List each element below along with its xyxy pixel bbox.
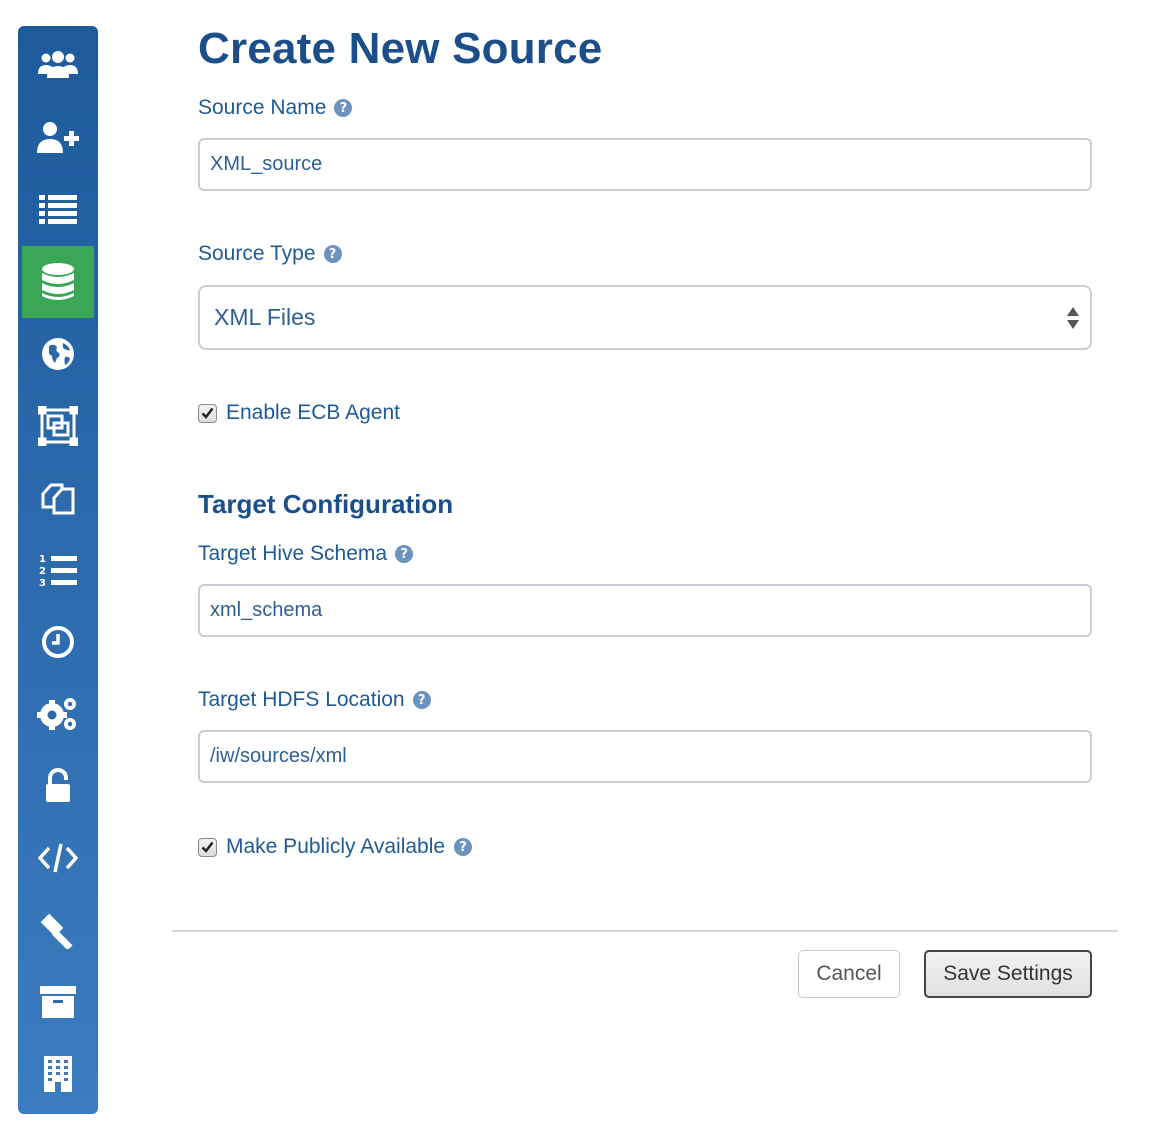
target-configuration-heading: Target Configuration [198, 489, 454, 519]
target-hdfs-location-input[interactable] [198, 730, 1092, 783]
help-icon[interactable]: ? [324, 245, 342, 263]
source-type-label-text: Source Type [198, 242, 316, 265]
cancel-button[interactable]: Cancel [798, 950, 900, 998]
source-type-label [198, 242, 342, 266]
svg-text:1: 1 [39, 554, 46, 565]
sidebar-item-globe[interactable] [22, 318, 94, 390]
globe-icon [41, 337, 75, 371]
source-type-select[interactable] [198, 285, 1092, 350]
svg-text:2: 2 [39, 566, 46, 577]
source-name-input[interactable] [198, 138, 1092, 191]
target-hdfs-location-label [198, 688, 431, 712]
form-divider [172, 930, 1118, 932]
checkmark-icon [201, 841, 214, 853]
enable-ecb-agent-label: Enable ECB Agent [226, 401, 400, 424]
help-icon[interactable]: ? [454, 838, 472, 856]
source-name-label-text: Source Name [198, 96, 327, 119]
sidebar-item-list[interactable] [22, 174, 94, 246]
target-hive-schema-label [198, 542, 413, 566]
archive-icon [40, 986, 76, 1018]
clock-icon [41, 625, 75, 659]
enable-ecb-agent-checkbox[interactable] [198, 404, 217, 423]
object-group-icon [38, 406, 78, 446]
users-icon [38, 48, 78, 84]
sidebar-item-clock[interactable] [22, 606, 94, 678]
sidebar-item-database[interactable] [22, 246, 94, 318]
save-settings-button[interactable]: Save Settings [924, 950, 1092, 998]
source-type-selected-value: XML Files [214, 304, 316, 330]
sidebar-item-ordered-list[interactable] [22, 534, 94, 606]
sidebar-item-code[interactable] [22, 822, 94, 894]
sidebar-item-settings[interactable] [22, 678, 94, 750]
target-hive-schema-input[interactable] [198, 584, 1092, 637]
sidebar-item-clone[interactable] [22, 462, 94, 534]
sidebar-item-security[interactable] [22, 750, 94, 822]
help-icon[interactable]: ? [413, 691, 431, 709]
target-hdfs-location-label-text: Target HDFS Location [198, 688, 405, 711]
page-title: Create New Source [198, 24, 603, 73]
make-public-row [198, 835, 472, 859]
building-icon [43, 1056, 73, 1092]
gavel-icon [39, 911, 77, 949]
enable-ecb-agent-row [198, 401, 400, 425]
sidebar-item-gavel[interactable] [22, 894, 94, 966]
help-icon[interactable]: ? [395, 545, 413, 563]
sidebar-item-users[interactable] [22, 30, 94, 102]
user-plus-icon [36, 120, 80, 156]
sidebar-item-add-user[interactable] [22, 102, 94, 174]
clone-icon [40, 480, 76, 516]
sidebar-nav [18, 26, 98, 1114]
target-hive-schema-label-text: Target Hive Schema [198, 542, 388, 565]
make-public-checkbox[interactable] [198, 838, 217, 857]
make-public-label: Make Publicly Available [226, 835, 446, 858]
sidebar-item-object-group[interactable] [22, 390, 94, 462]
list-icon [39, 195, 77, 225]
code-icon [38, 843, 78, 873]
database-icon [41, 263, 75, 301]
sidebar-item-archive[interactable] [22, 966, 94, 1038]
help-icon[interactable]: ? [334, 99, 352, 117]
cogs-icon [37, 695, 79, 733]
unlock-icon [44, 768, 72, 804]
checkmark-icon [201, 407, 214, 419]
svg-text:3: 3 [39, 578, 46, 587]
sidebar-item-building[interactable] [22, 1038, 94, 1110]
ordered-list-icon [39, 553, 77, 587]
select-arrows-icon [1066, 305, 1080, 331]
source-name-label [198, 96, 352, 120]
